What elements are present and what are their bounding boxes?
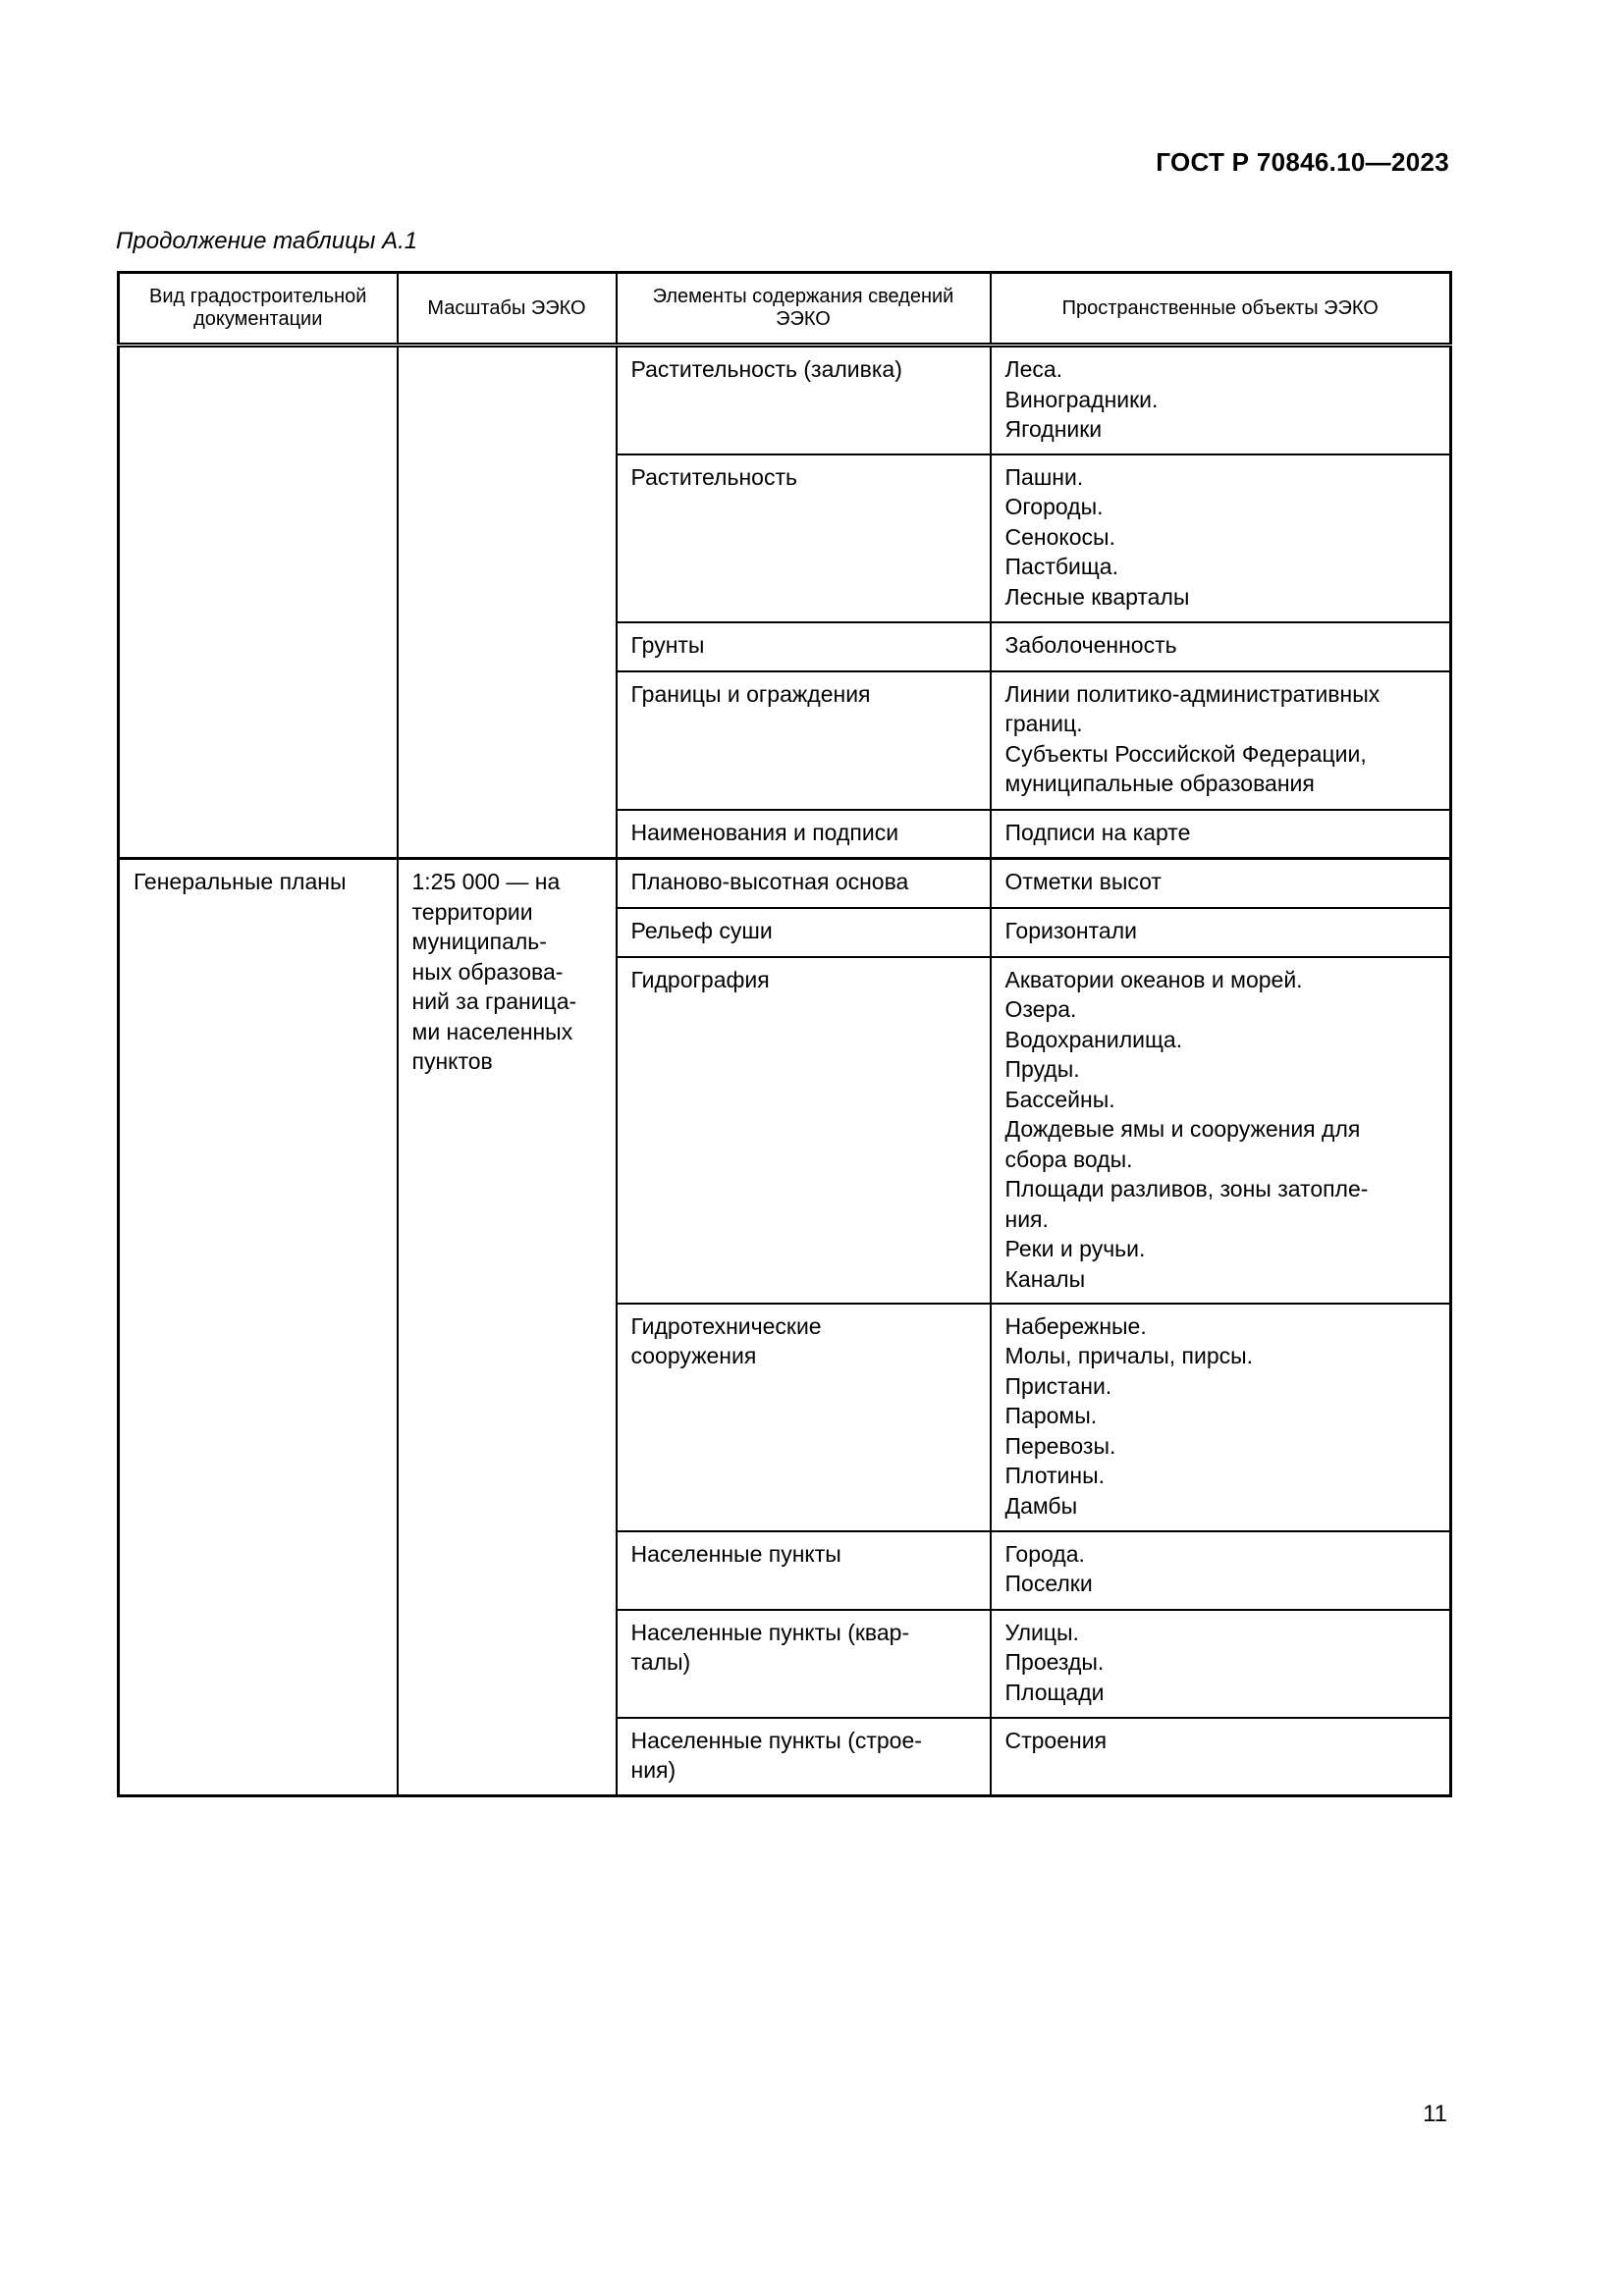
object-line: Дождевые ямы и сооружения для — [1004, 1116, 1361, 1142]
objects-cell — [991, 346, 1451, 454]
objects-cell — [991, 859, 1451, 908]
element-text: Гидрография — [630, 966, 770, 992]
element-cell — [617, 1531, 991, 1610]
object-line: Лесные кварталы — [1004, 583, 1190, 610]
element-cell — [617, 1610, 991, 1718]
object-line: границ. — [1004, 711, 1083, 736]
object-line: Паромы. — [1004, 1403, 1098, 1428]
object-line: Плотины. — [1004, 1463, 1106, 1488]
element-cell — [617, 957, 991, 1304]
object-line: Подписи на карте — [1004, 819, 1191, 845]
object-line: Поселки — [1004, 1571, 1093, 1596]
element-text: Планово-высотная основа — [630, 869, 909, 894]
objects-cell — [991, 908, 1451, 957]
element-text: Растительность (заливка) — [630, 356, 902, 382]
scale-line: ных образова- — [411, 958, 564, 985]
column-header-objects: Пространственные объекты ЭЭКО — [991, 273, 1451, 346]
object-line: Площади разливов, зоны затопле- — [1004, 1176, 1369, 1201]
object-line: Пашни. — [1004, 463, 1084, 490]
element-text: Населенные пункты — [630, 1540, 841, 1567]
object-line: Перевозы. — [1004, 1432, 1116, 1459]
object-line: Ягодники — [1004, 416, 1103, 442]
object-line: Улицы. — [1004, 1619, 1079, 1645]
element-cell — [617, 1718, 991, 1796]
element-cell — [617, 908, 991, 957]
element-text: Населенные пункты (строе- — [630, 1727, 922, 1753]
element-text: ния) — [630, 1757, 677, 1783]
objects-cell — [991, 957, 1451, 1304]
object-line: Пруды. — [1004, 1056, 1080, 1082]
scale-line: ний за граница- — [411, 988, 577, 1014]
object-line: Молы, причалы, пирсы. — [1004, 1343, 1254, 1368]
object-line: Заболоченность — [1004, 631, 1177, 658]
object-line: Бассейны. — [1004, 1086, 1115, 1112]
scale-line: 1:25 000 — на — [411, 869, 561, 894]
scale-cell — [398, 859, 617, 1796]
element-cell — [617, 1304, 991, 1531]
element-cell — [617, 454, 991, 622]
object-line: Каналы — [1004, 1265, 1086, 1292]
element-cell — [617, 671, 991, 810]
element-cell — [617, 346, 991, 454]
objects-cell — [991, 810, 1451, 859]
objects-cell — [991, 1531, 1451, 1610]
object-line: Акватории океанов и морей. — [1004, 966, 1303, 992]
object-line: Города. — [1004, 1540, 1085, 1567]
column-header-elements: Элементы содержания сведений ЭЭКО — [617, 273, 991, 346]
objects-cell — [991, 671, 1451, 810]
object-line: Сенокосы. — [1004, 523, 1115, 550]
object-line: Озера. — [1004, 996, 1077, 1022]
column-header-scale: Масштабы ЭЭКО — [398, 273, 617, 346]
scale-cell-empty — [398, 346, 617, 859]
object-line: Проезды. — [1004, 1649, 1105, 1675]
element-cell — [617, 859, 991, 908]
element-text: Рельеф суши — [630, 917, 773, 943]
object-line: Горизонтали — [1004, 917, 1137, 943]
element-cell — [617, 622, 991, 671]
object-line: Пастбища. — [1004, 554, 1118, 579]
table-row — [119, 859, 1451, 908]
column-header-doc-type: Вид градостроительной документации — [119, 273, 398, 346]
element-text: сооружения — [630, 1343, 757, 1368]
object-line: Площади — [1004, 1679, 1105, 1705]
object-line: муниципальные образования — [1004, 771, 1315, 796]
element-text: талы) — [630, 1649, 691, 1675]
object-line: Отметки высот — [1004, 869, 1162, 894]
page-number: 11 — [1423, 2101, 1447, 2127]
document-code: ГОСТ Р 70846.10—2023 — [1156, 147, 1449, 177]
element-text: Населенные пункты (квар- — [630, 1619, 910, 1645]
main-table — [117, 271, 1452, 1797]
object-line: ния. — [1004, 1205, 1049, 1232]
objects-cell — [991, 1304, 1451, 1531]
objects-cell — [991, 622, 1451, 671]
scale-line: муниципаль- — [411, 929, 547, 954]
element-text: Наименования и подписи — [630, 819, 899, 845]
element-text: Гидротехнические — [630, 1312, 822, 1339]
element-text: Границы и ограждения — [630, 680, 871, 707]
object-line: Субъекты Российской Федерации, — [1004, 740, 1367, 767]
element-text: Грунты — [630, 631, 705, 658]
element-text: Растительность — [630, 463, 797, 490]
objects-cell — [991, 1610, 1451, 1718]
doc-type-cell-empty — [119, 346, 398, 859]
object-line: Леса. — [1004, 356, 1063, 382]
object-line: Водохранилища. — [1004, 1026, 1183, 1052]
element-cell — [617, 810, 991, 859]
objects-cell — [991, 454, 1451, 622]
object-line: Линии политико-административных — [1004, 680, 1380, 707]
scale-line: ми населенных — [411, 1018, 573, 1044]
object-line: Строения — [1004, 1727, 1108, 1753]
object-line: Виноградники. — [1004, 386, 1159, 412]
objects-cell — [991, 1718, 1451, 1796]
object-line: Огороды. — [1004, 494, 1104, 519]
object-line: сбора воды. — [1004, 1146, 1133, 1172]
header-row — [119, 273, 1451, 346]
table-caption: Продолжение таблицы А.1 — [116, 228, 418, 254]
object-line: Реки и ручьи. — [1004, 1236, 1146, 1261]
table-row — [119, 346, 1451, 454]
scale-line: пунктов — [411, 1048, 493, 1074]
doc-type-text: Генеральные планы — [134, 869, 347, 894]
object-line: Пристани. — [1004, 1372, 1112, 1399]
object-line: Дамбы — [1004, 1492, 1078, 1519]
doc-type-cell — [119, 859, 398, 1796]
object-line: Набережные. — [1004, 1312, 1147, 1339]
scale-line: территории — [411, 898, 533, 925]
